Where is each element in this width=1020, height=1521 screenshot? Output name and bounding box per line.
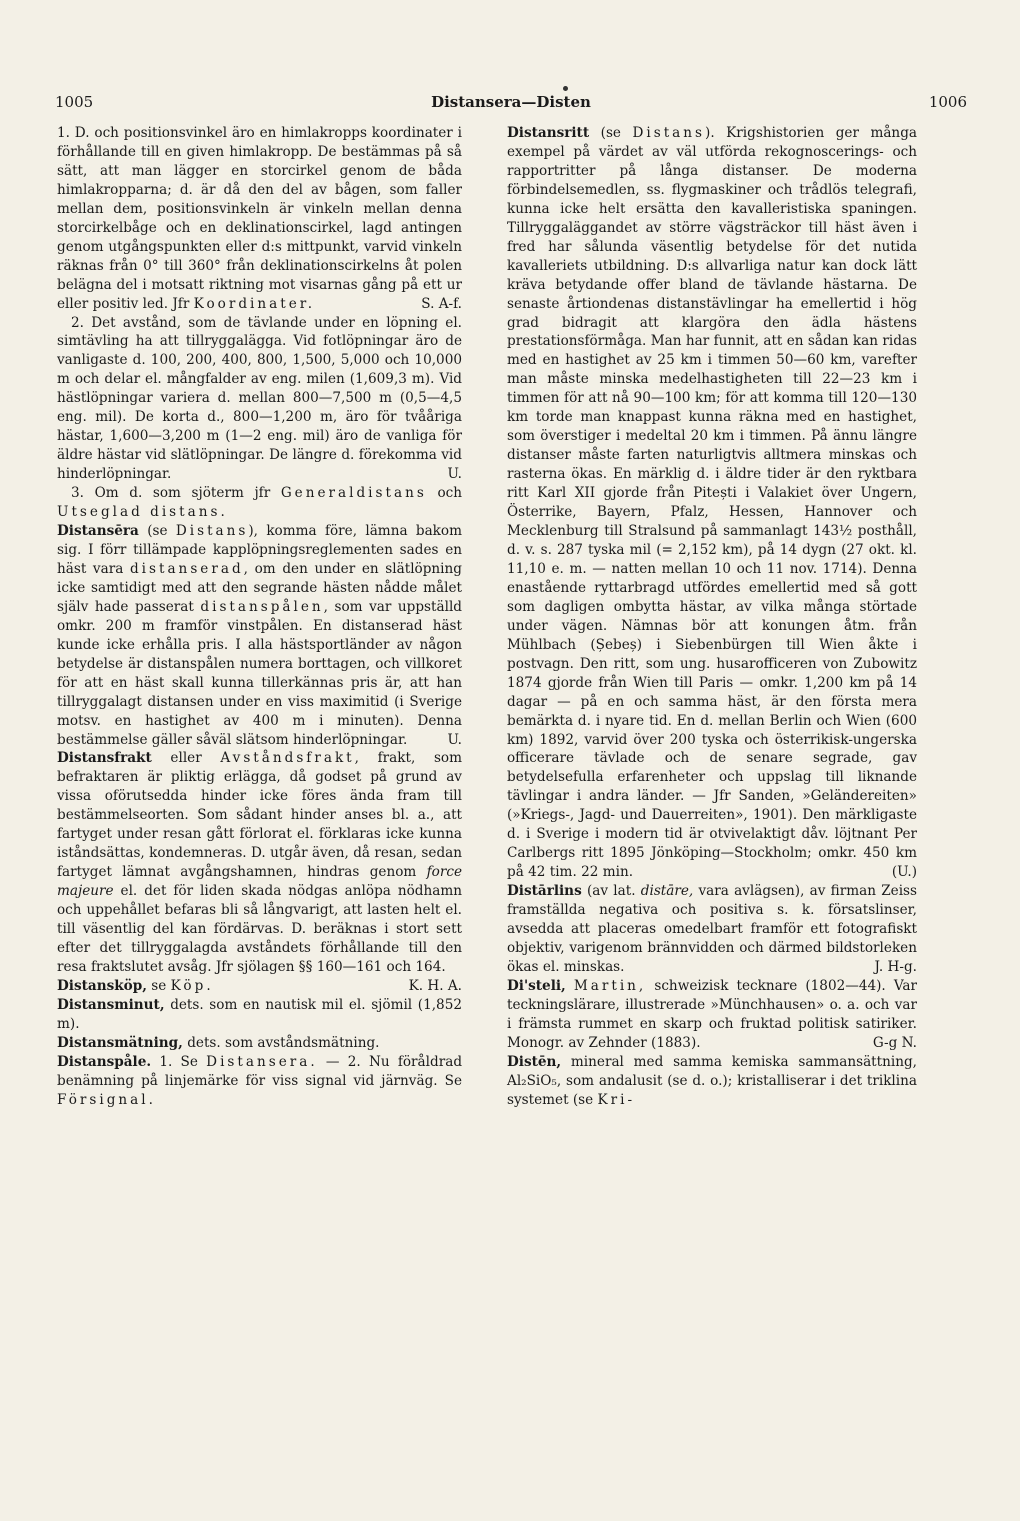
- entry-distansritt: Distansritt (se Distans). Krigshistorien ger många exempel på värdet av väl utförda rekognoscerings- och rapportritter på långa distanser. De moderna förbindelsemedlen, ss. flygmaskiner och trådlös telegrafi, kunna icke helt ersätta den kavalleristiska spaningen. Tillryggaläggandet av större vägsträckor till häst även i fred har sålunda väsentlig betydelse för det nutida kavalleriets utbildning. D:s allvarliga natur kan dock lätt kräva betydande offer bland de tävlande hästarna. De senaste årtiondenas distanstävlingar ha emellertid i hög grad bidragit att klargöra den ädla hästens prestationsförmåga. Man har funnit, att en sådan kan ridas med en hastighet av 25 km i timmen 50—60 km, varefter man måste minska medelhastigheten till 22—23 km i timmen för att nå 90—100 km; för att komma till 120—130 km torde man knappast kunna räkna med en hastighet, som överstiger i medeltal 20 km i timmen. På ännu längre distanser måste farten naturligtvis alltmera minskas och rasterna ökas. En märklig d. i äldre tider är den ryktbara ritt Karl XII gjorde från Pitești i Valakiet över Ungern, Österrike, Bayern, Pfalz, Hessen, Hannover och Mecklenburg till Stralsund på sammanlagt 143½ posthåll, d. v. s. 287 tyska mil (= 2,152 km), på 14 dygn (27 okt. kl. 11,10 e. m. — natten mellan 10 och 11 nov. 1714). Denna enastående ryttarbragd utfördes emellertid med så gott som dagligen ombytta hästar, av vilka många störtade under vägen. Nämnas bör att konungen åtm. från Mühlbach (Șebeș) i Siebenbürgen till Wien åkte i postvagn. Den ritt, som ung. husarofficeren von Zubowitz 1874 gjorde från Wien till Paris — omkr. 1,200 km på 14 dagar — på en och samma häst, är den första mera bemärkta d. i nyare tid. En d. mellan Berlin och Wien (600 km) 1892, varvid över 200 tyska och österrikisk-ungerska officerare tävlade och de senare segrade, gav betydelsefulla erfarenheter och uppslag till liknande tävlingar i andra länder. — Jfr Sanden, »Geländereiten» (»Kriegs-, Jagd- und Dauerreiten», 1901). Den märkligaste d. i Sverige i modern tid är otvivelaktigt dåv. löjtnant Per Carlbergs ritt 1895 Jönköping—Stockholm; omkr. 450 km på 42 tim. 22 min. (U.): [507, 125, 917, 881]
- page-header: [55, 93, 967, 117]
- headword: Distansminut,: [57, 996, 165, 1013]
- headword: Distēn,: [507, 1053, 562, 1070]
- author-signature: (U.): [891, 864, 917, 881]
- cross-reference: Försignal.: [57, 1091, 156, 1108]
- headword: Distansēra: [57, 523, 139, 540]
- author-signature: S. A-f.: [421, 295, 462, 312]
- headword: Distansköp,: [57, 977, 147, 994]
- right-column: [507, 124, 917, 1110]
- cross-reference: Kri-: [597, 1091, 636, 1108]
- entry-distanspale: Distanspåle. 1. Se Distansera. — 2. Nu föråldrad benämning på linjemärke för viss signal vid järnväg. Se Försignal.: [57, 1053, 463, 1108]
- headword: Di'steli,: [507, 977, 566, 994]
- page-number-left: 1005: [55, 93, 94, 111]
- page-title: Distansera—Disten: [431, 93, 591, 111]
- page-number-right: 1006: [928, 93, 967, 111]
- entry-paragraph: 3. Om d. som sjöterm jfr Generaldistans och Utseglad distans.: [57, 485, 462, 521]
- entry-disten: Distēn, mineral med samma kemiska sammansättning, Al₂SiO₅, som andalusit (se d. o.); kristalliserar i det triklina systemet (se Kri-: [507, 1053, 917, 1108]
- entry-disteli: Di'steli, Martin, schweizisk tecknare (1802—44). Var teckningslärare, illustrerade »Münchhausen» o. a. och var i främsta rummet en skarp och fruktad politisk satiriker. Monogr. av Zehnder (1883). G-g N.: [507, 977, 917, 1051]
- entry-distarlins: Distārlins (av lat. distāre, vara avlägsen), av firman Zeiss framställda negativa och positiva s. k. försatslinser, avsedda att placeras omedelbart framför ett fotografiskt objektiv, varigenom brännvidden och därmed bildstorleken ökas el. minskas. J. H-g.: [507, 883, 917, 975]
- author-signature: U.: [447, 466, 462, 483]
- headword: Distansritt: [507, 125, 590, 141]
- entry-distansmatning: Distansmätning, dets. som avståndsmätning.: [57, 1034, 380, 1051]
- author-signature: U.: [447, 731, 462, 748]
- cross-reference: Generaldistans: [280, 485, 427, 502]
- cross-reference: Köp.: [170, 977, 214, 994]
- entry-distansera: Distansēra (se Distans), komma före, lämna bakom sig. I förr tillämpade kapplöpningsreglementen sades en häst vara distanserad, om den under en slätlöpning icke samtidigt med att den segrande hästen nådde målet själv hade passerat distanspålen, som var uppställd omkr. 200 m framför vinstpålen. En distanserad häst kunde icke erhålla pris. I alla hästsportländer av någon betydelse är distanspålen numera borttagen, och villkoret för att en häst skall kunna tillerkännas pris är, att han tillryggalagt distansen under en viss maximitid (i Sverige motsv. en hastighet av 400 m i minuten). Denna bestämmelse gäller såväl slätsom hinderlöpningar. U.: [57, 523, 462, 748]
- cross-reference: Koordinater.: [193, 295, 316, 312]
- entry-distanskop: Distansköp, se Köp.: [57, 977, 214, 994]
- left-column: [57, 124, 462, 1110]
- headword: Distārlins: [507, 883, 582, 900]
- cross-reference: Distans: [175, 523, 249, 540]
- headword: Distansmätning,: [57, 1034, 183, 1051]
- print-dot: [563, 86, 568, 91]
- entry-paragraph: 2. Det avstånd, som de tävlande under en löpning el. simtävling ha att tillryggalägga. Vid fotlöpningar äro de vanligaste d. 100, 200, 400, 800, 1,500, 5,000 och 10,000 m och delar el. mångfalder av eng. milen (1,609,3 m). Vid hästlöpningar variera d. mellan 800—7,500 m (0,5—4,5 eng. mil). De korta d., 800—1,200 m, äro för tvååriga hästar, 1,600—3,200 m (1—2 eng. mil) äro de vanliga för äldre hästar vid slätlöpningar. De längre d. förekomma vid hinderlöpningar. U.: [57, 314, 462, 483]
- entry-distansfrakt: Distansfrakt eller Avståndsfrakt, frakt, som befraktaren är pliktig erlägga, då godset på grund av vissa oförutsedda hinder icke föres ända fram till bestämmelseorten. Som sådant hinder anses bl. a., att fartyget under resan gått förlorat el. förklaras icke kunna iståndsättas, kondemneras. D. utgår även, då resan, sedan fartyget lämnat avgångshamnen, hindras genom force majeure el. det för liden skada nödgas anlöpa nödhamn och uppehållet befaras bli så långvarigt, att lasten helt el. till väsentlig del kan fördärvas. D. beräknas i stort sett efter det tillryggalagda avståndets förhållande till den resa fraktslutet avsåg. Jfr sjölagen §§ 160—161 och 164. K. H. A.: [57, 750, 463, 994]
- author-signature: G-g N.: [872, 1034, 917, 1051]
- entry-paragraph: 1. D. och positionsvinkel äro en himlakropps koordinater i förhållande till en given himlakropp. De bestämmas på så sätt, att man lägger en storcirkel genom de båda himlakropparna; d. är då den del av bågen, som faller mellan dem, positionsvinkeln är vinkeln mellan denna storcirkelbåge och en deklinationscirkel, lagd antingen genom utgångspunkten eller d:s mittpunkt, varvid vinkeln räknas från 0° till 360° från deklinationscirkelns åt polen belägna del i motsatt riktning mot visarnas gång på ett ur eller positiv led. Jfr Koordinater. S. A-f.: [57, 125, 462, 312]
- author-signature: J. H-g.: [874, 958, 917, 975]
- headword: Distanspåle.: [57, 1053, 152, 1070]
- author-signature: K. H. A.: [408, 977, 462, 994]
- cross-reference: Distans: [632, 125, 706, 141]
- entry-distansminut: Distansminut, dets. som en nautisk mil el. sjömil (1,852 m).: [57, 996, 462, 1032]
- cross-reference: Utseglad distans.: [57, 504, 228, 521]
- cross-reference: Distansera.: [206, 1053, 318, 1070]
- headword: Distansfrakt: [57, 750, 152, 767]
